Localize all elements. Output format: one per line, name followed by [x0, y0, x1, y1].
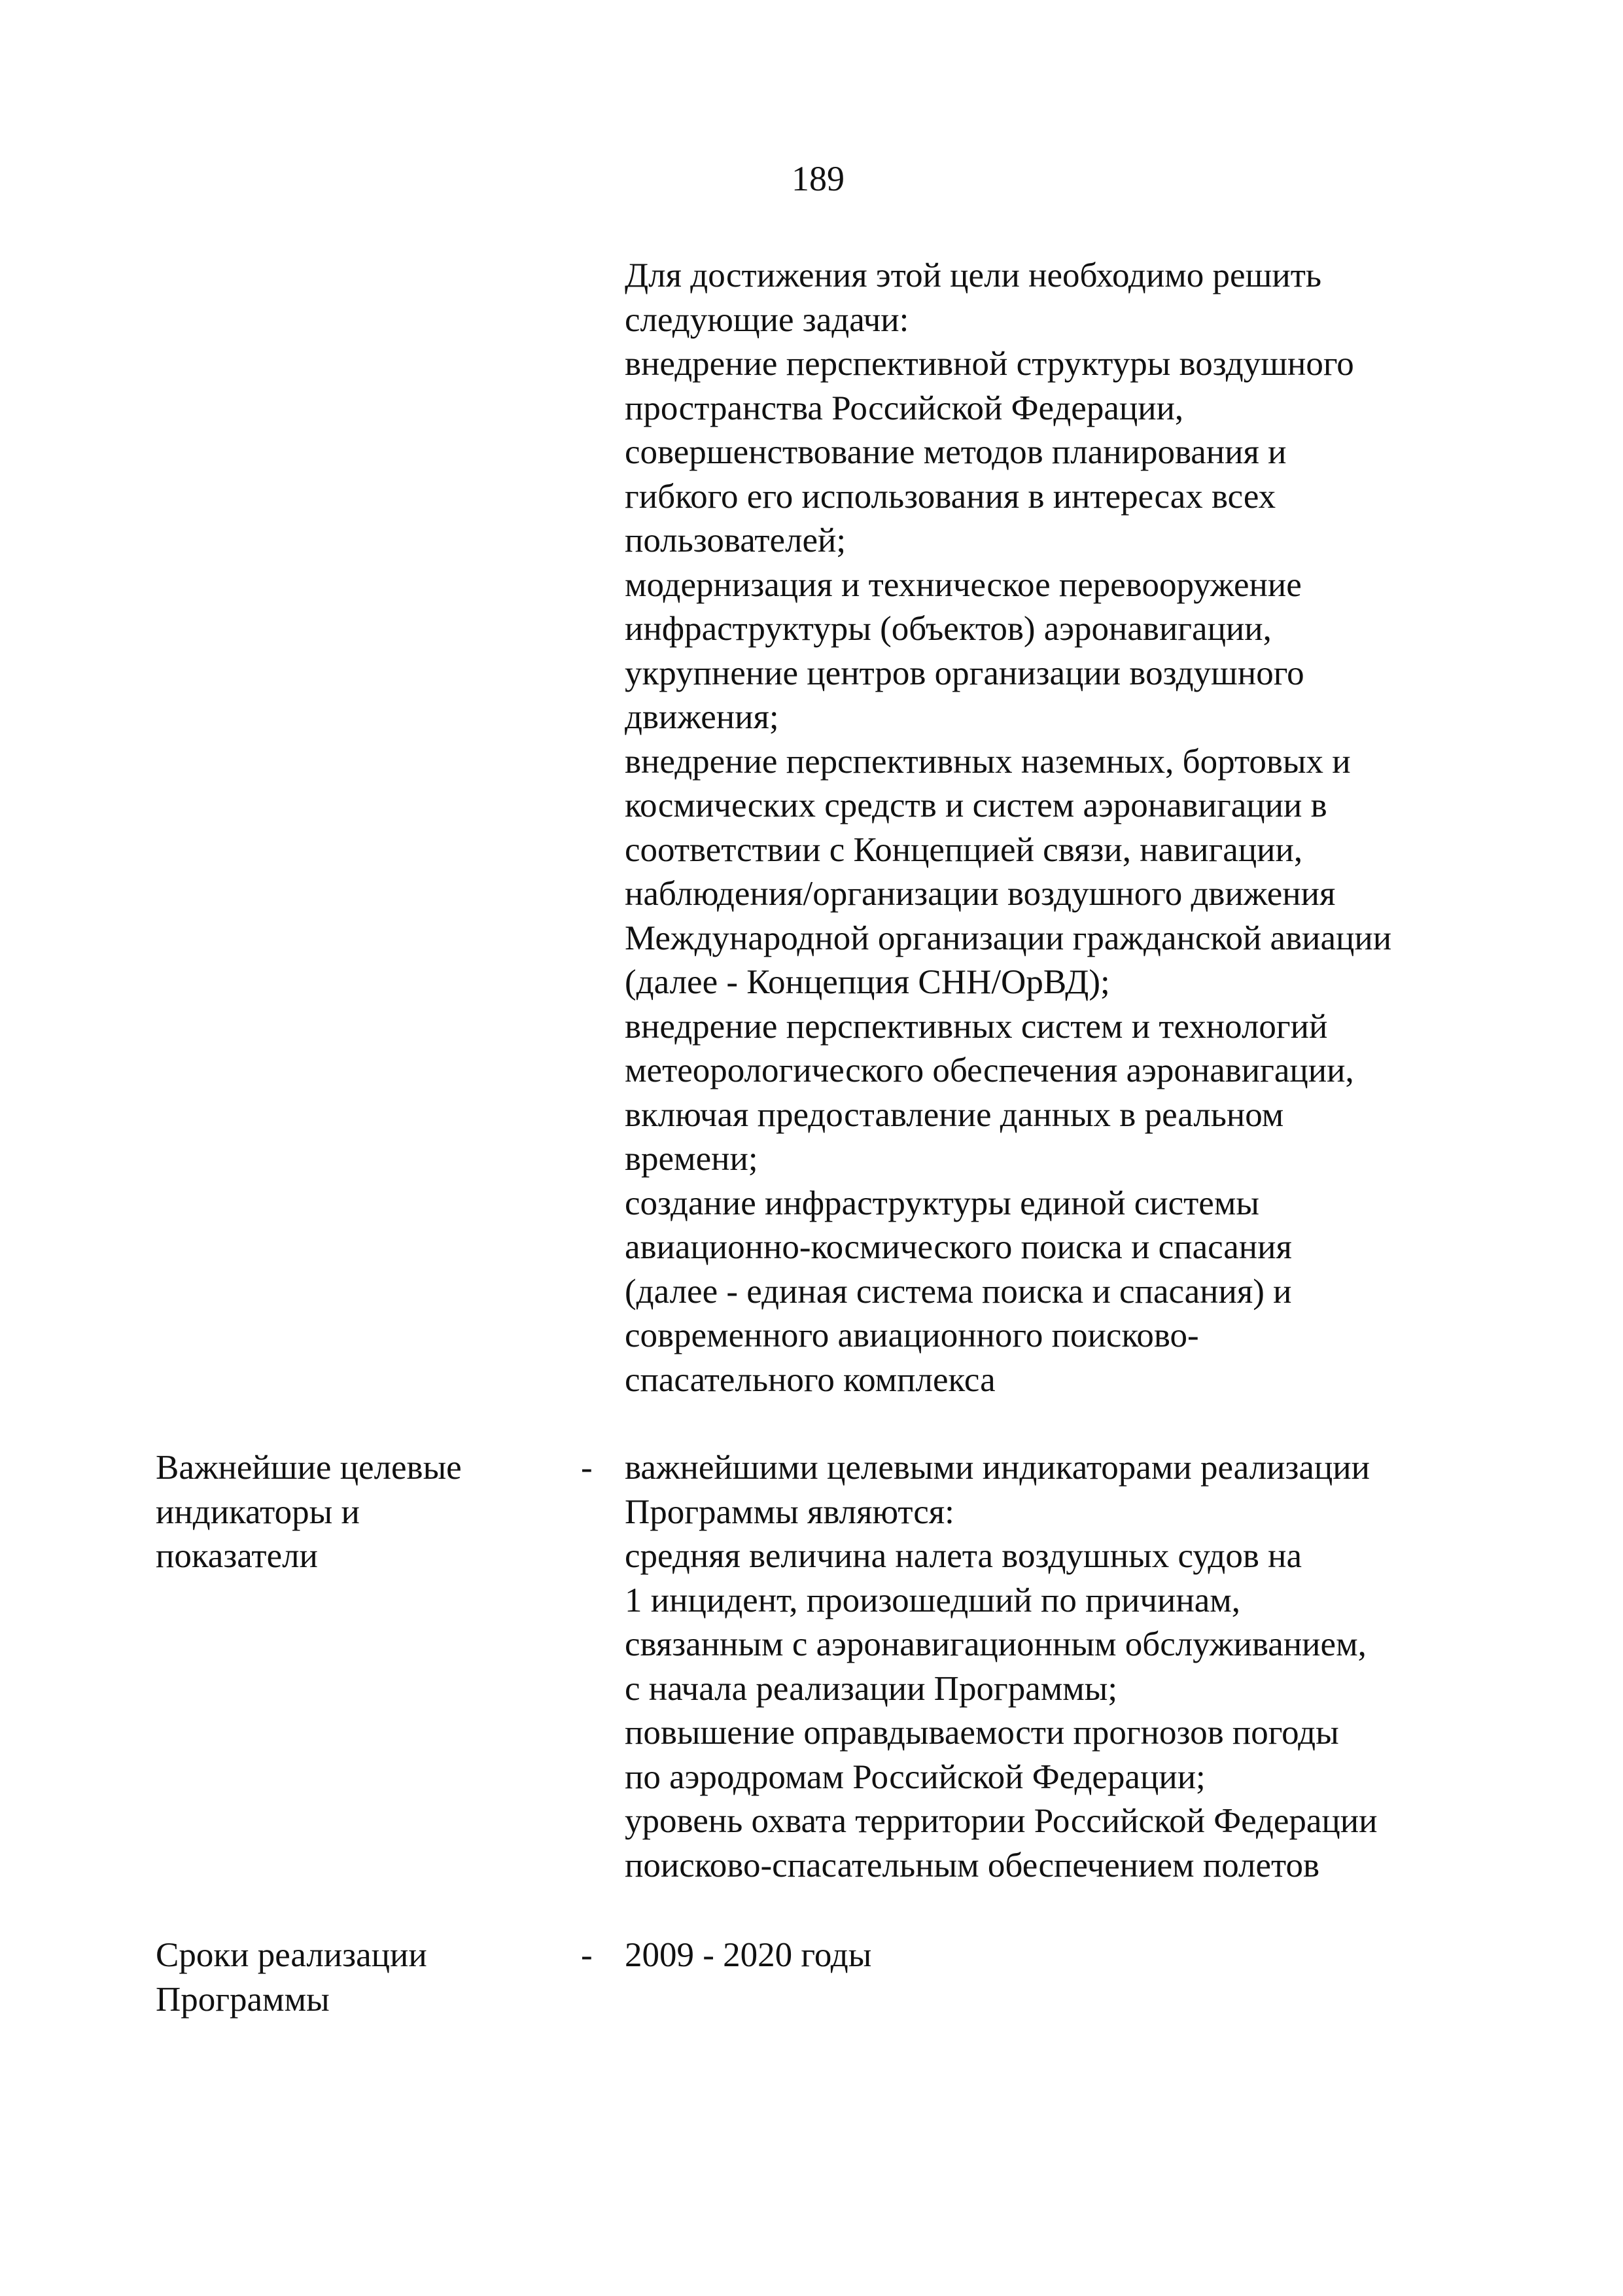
- text-line: пользователей;: [625, 521, 846, 559]
- text-line: важнейшими целевыми индикаторами реализации: [625, 1449, 1370, 1487]
- text-line: поисково-спасательным обеспечением полетов: [625, 1846, 1319, 1884]
- text-line: включая предоставление данных в реальном: [625, 1095, 1284, 1134]
- text-line: спасательного комплекса: [625, 1360, 996, 1399]
- text-line: по аэродромам Российской Федерации;: [625, 1757, 1206, 1796]
- text-line: (далее - единая система поиска и спасания) и: [625, 1272, 1292, 1311]
- text-line: связанным с аэронавигационным обслуживанием,: [625, 1625, 1367, 1663]
- text-line: 2009 - 2020 годы: [625, 1936, 872, 1974]
- text-line: Международной организации гражданской авиации: [625, 919, 1392, 957]
- text-line: с начала реализации Программы;: [625, 1669, 1118, 1708]
- separator-dash: -: [581, 1449, 593, 1487]
- page-number: 189: [792, 159, 845, 198]
- indicators-label: [156, 1446, 462, 1579]
- indicators-value: [625, 1446, 1378, 1888]
- label-line: индикаторы и: [156, 1492, 360, 1531]
- separator-dash: -: [581, 1936, 593, 1974]
- label-line: Важнейшие целевые: [156, 1449, 462, 1487]
- label-line: Программы: [156, 1980, 330, 2019]
- text-line: времени;: [625, 1140, 758, 1178]
- text-line: гибкого его использования в интересах всех: [625, 477, 1276, 516]
- text-line: модернизация и техническое перевооружение: [625, 565, 1302, 604]
- text-line: уровень охвата территории Российской Федерации: [625, 1802, 1378, 1840]
- text-line: следующие задачи:: [625, 300, 909, 339]
- text-line: 1 инцидент, произошедший по причинам,: [625, 1581, 1241, 1619]
- text-line: современного авиационного поисково-: [625, 1316, 1199, 1354]
- text-line: космических средств и систем аэронавигации в: [625, 786, 1327, 824]
- text-line: совершенствование методов планирования и: [625, 433, 1287, 471]
- text-line: Для достижения этой цели необходимо решить: [625, 256, 1322, 294]
- text-line: укрупнение центров организации воздушного: [625, 654, 1304, 692]
- period-label: [156, 1934, 427, 2022]
- text-line: повышение оправдываемости прогнозов погоды: [625, 1714, 1339, 1752]
- goal-tasks-block: [625, 254, 1391, 1402]
- text-line: наблюдения/организации воздушного движения: [625, 875, 1336, 913]
- text-line: внедрение перспективных наземных, бортовых и: [625, 742, 1351, 781]
- text-line: Программы являются:: [625, 1492, 954, 1531]
- period-value: [625, 1934, 871, 1978]
- text-line: создание инфраструктуры единой системы: [625, 1184, 1259, 1222]
- label-line: Сроки реализации: [156, 1936, 427, 1974]
- text-line: внедрение перспективной структуры воздушного: [625, 345, 1354, 383]
- label-line: показатели: [156, 1537, 318, 1575]
- text-line: соответствии с Концепцией связи, навигации,: [625, 830, 1303, 869]
- text-line: авиационно-космического поиска и спасания: [625, 1228, 1292, 1266]
- text-line: движения;: [625, 698, 779, 736]
- text-line: инфраструктуры (объектов) аэронавигации,: [625, 610, 1272, 648]
- text-line: (далее - Концепция СНН/ОрВД);: [625, 963, 1110, 1001]
- text-line: внедрение перспективных систем и технологий: [625, 1007, 1328, 1046]
- text-line: метеорологического обеспечения аэронавигации,: [625, 1051, 1354, 1089]
- text-line: пространства Российской Федерации,: [625, 389, 1184, 427]
- text-line: средняя величина налета воздушных судов на: [625, 1537, 1302, 1575]
